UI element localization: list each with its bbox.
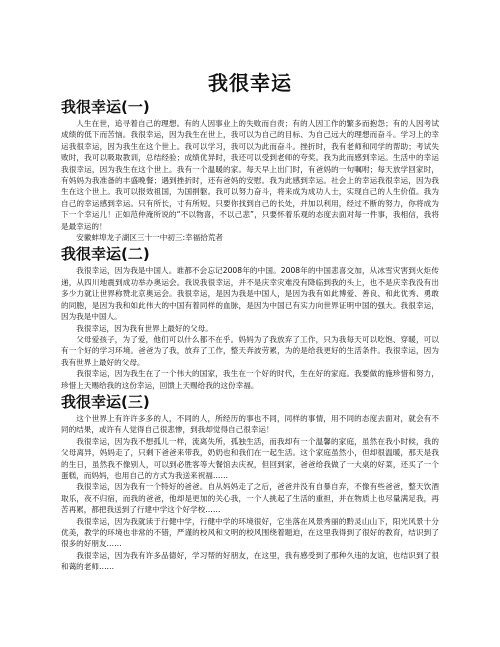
paragraph: 我很幸运，因为我有一个特好的爸爸。自从妈妈走了之后，爸爸并没有自暴自弃，不像有些爸爸，整天饮酒取乐，夜不归宿，而我的爸爸，他却是更加的关心我，一个人挑起了生活的重担，并在物质上也尽量满足我，再苦再累，都把我送到了行建中学这个好学校……: [61, 482, 439, 515]
paragraph: 我很幸运，因为我不想孤儿一样，流离失所，孤独生活，而我却有一个温馨的家庭，虽然在我小时候，我的父母离异，妈妈走了，只剩下爸爸来带我，奶奶也和我们在一起生活。这个家庭虽然小，但却很温暖，那天是我的生日，虽然我不像别人，可以到必胜客等大餐馆去庆祝，但回到家，爸爸给我做了一大桌的好菜，还买了一个蛋糕，而妈妈，也用自己的方式为我送来祝福……: [61, 436, 439, 480]
paragraph: 我很幸运，因为我生在了一个伟大的国家，我生在一个好的时代，生在好的家庭。我要做的施珍惜和努力，珍惜上天赐给我的这份幸运，回馈上天赐给我的这份幸福。: [61, 369, 439, 390]
section-heading-2: 我很幸运(二): [61, 245, 150, 264]
section-heading-1: 我很幸运(一): [61, 98, 150, 116]
paragraph: 人生在世，追寻着自己的理想。有的人因事业上的失败而自责；有的人因工作的繁多而抱怨；有的人因考试成绩的低下而苦恼。我很幸运，因为我生在世上，我可以为自己的目标、为自己远大的理想而奋斗。学习上的幸运我很幸运，因为我生在这个世上。我可以学习，我可以为此而奋斗。挫折时，我有老师和同学的帮助；考试失败时，我可以吸取教训，总结经验；成绩优异时，我还可以受到老师的夸奖。我为此而感到幸运。生活中的幸运我很幸运，因为我生在这个世上。我有一个温暖的家。每天早上出门时，有爸妈的一句嘱咐；每天放学回家时，有妈妈为我准备的丰盛晚餐；遇到挫折时，还有爸妈的安慰。我为此感到幸运。社会上的幸运我很幸运，因为我生在这个世上。我可以报效祖国，为国捐躯。我可以努力奋斗，将来成为成功人士，实现自己的人生价值。我为自己的幸运感到幸运。只有所长，寸有所短。只要你找到自己的长处，并加以利用，经过不断的努力，你将成为下一个幸运儿！正如范仲淹所说的“不以物喜，不以己悲”，只要怀着乐观的态度去面对每一件事，我相信，我将是最幸运的！: [61, 119, 439, 231]
paragraph: 我很幸运，因为我有世界上最好的父母。: [76, 323, 213, 333]
document-title: 我很幸运: [208, 71, 292, 95]
document-body: [61, 70, 439, 573]
section-body-2: [61, 265, 439, 390]
author-line: 安徽蚌埠龙子湖区三十一中初三:幸福拾荒者: [76, 233, 224, 243]
paragraph: 我很幸运，因为我是中国人。谁都不会忘记2008年的中国。2008年的中国悲喜交加，从冰雪灾害到火炬传递，从四川地震到成功举办奥运会。我说我很幸运，并不是庆幸灾难没有降临到我的头上，也不是庆幸我没有出多少力就让世界称赞北京奥运会。我很幸运，是因为我是中国人，是因为我有如此博爱、善良、和此优秀、勇敢的同胞，是因为我和如此伟大的中国有着同样的血脉，是因为中国已有实力向世界证明中国的强大。我很幸运，因为我是中国人。: [61, 266, 439, 322]
section-heading-3: 我很幸运(三): [61, 392, 150, 411]
paragraph: 父母爱孩子，为了爱，他们可以什么都不在乎。妈妈为了我放弃了工作，只为我每天可以吃饱、穿暖，可以有一个好的学习环境。爸爸为了我，放弃了工作，整天奔波劳累，为的是给我更好的生活条件。我很幸运，因为我有世界上最好的父母。: [61, 334, 439, 367]
paragraph: 我很幸运，因为我有许多品德好，学习帮的好朋友，在这里，我有感受到了那种久违的友谊，也结识到了很和蔼的老师……: [61, 550, 439, 572]
section-body-3: [61, 413, 439, 573]
section-body-1: [61, 118, 439, 243]
paragraph: 这个世界上有许许多多的人，不同的人，所经历的事也不同，同样的事情，用不同的态度去面对，就会有不同的结果，或许有人觉得自己很悲惨，到我却觉得自己很幸运！: [61, 413, 439, 435]
paragraph: 我很幸运，因为我就读于行健中学，行健中学的环境很好，它坐落在风景秀丽的黔灵山山下，阳光风景十分优美，教学的环境也非常的不错，严谨的校风和文明的校风围绕着题迫，在这里我得到了很好的教育，结识到了很多的好朋友……: [61, 516, 439, 549]
